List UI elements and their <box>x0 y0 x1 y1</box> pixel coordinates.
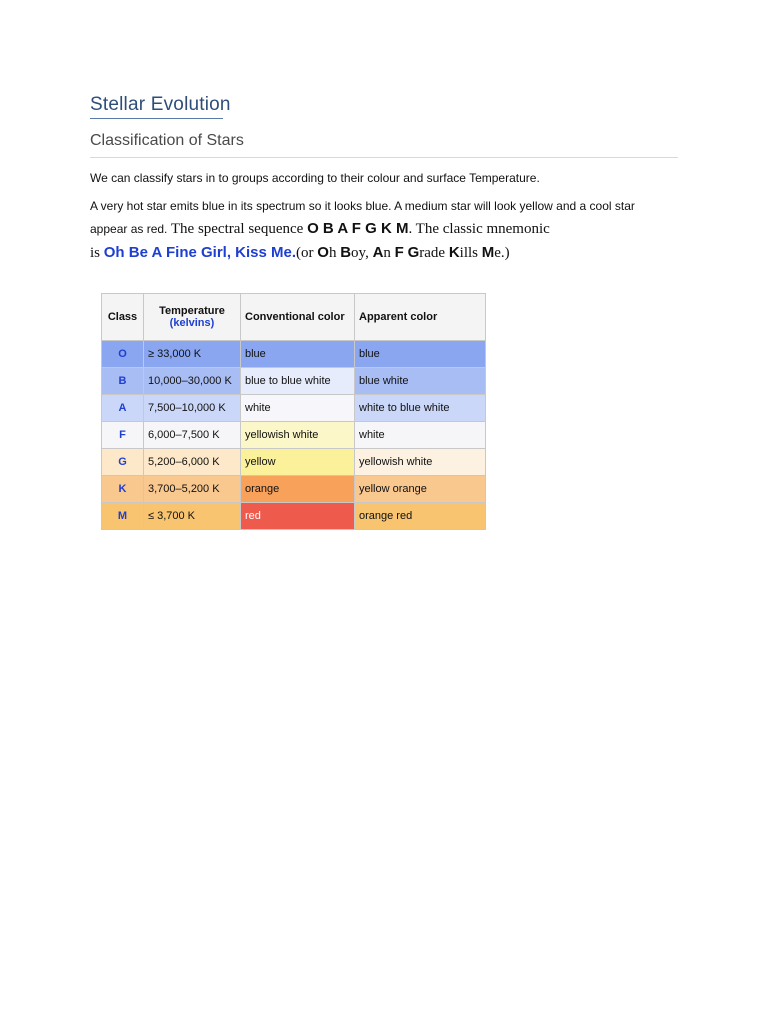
page-title: Stellar Evolution <box>90 94 231 115</box>
cell-class: B <box>102 368 144 395</box>
mnemonic-phrase: Oh Be A Fine Girl, Kiss Me. <box>103 244 297 261</box>
cell-temperature: 10,000–30,000 K <box>144 368 241 395</box>
alt-mnemonic-letter: K <box>448 244 460 261</box>
stellar-classification-table <box>101 293 486 530</box>
cell-apparent-color: blue <box>355 341 486 368</box>
header-class: Class <box>102 294 144 341</box>
cell-apparent-color: blue white <box>355 368 486 395</box>
cell-class: F <box>102 422 144 449</box>
sequence-pre-text: The spectral sequence <box>167 221 308 237</box>
table-row <box>102 422 486 449</box>
header-apparent-color: Apparent color <box>355 294 486 341</box>
mnemonic-pre-text: is <box>90 245 104 261</box>
cell-apparent-color: white to blue white <box>355 395 486 422</box>
paragraph-mnemonic <box>90 244 510 262</box>
alt-mnemonic-word: rade <box>419 245 449 261</box>
header-conventional-color: Conventional color <box>241 294 355 341</box>
alt-mnemonic-letter: F <box>394 244 404 261</box>
section-subtitle: Classification of Stars <box>90 132 244 149</box>
table-header-row <box>102 294 486 341</box>
cell-apparent-color: yellowish white <box>355 449 486 476</box>
table-row <box>102 449 486 476</box>
paragraph-colour: A very hot star emits blue in its spectrum so it looks blue. A medium star will look yellow and a cool star <box>90 199 635 213</box>
alt-mnemonic-word: n <box>383 245 395 261</box>
cell-class: K <box>102 476 144 503</box>
cell-conventional-color: white <box>241 395 355 422</box>
alt-mnemonic-word: ills <box>459 245 482 261</box>
spectral-sequence: O B A F G K M <box>307 220 409 237</box>
table-row <box>102 368 486 395</box>
cell-class: A <box>102 395 144 422</box>
alt-mnemonic-word: e.) <box>494 245 510 261</box>
cell-temperature: ≤ 3,700 K <box>144 503 241 530</box>
header-temperature <box>144 294 241 341</box>
cell-temperature: 7,500–10,000 K <box>144 395 241 422</box>
cell-class: M <box>102 503 144 530</box>
cell-apparent-color: yellow orange <box>355 476 486 503</box>
alt-mnemonic-open: (or <box>296 245 318 261</box>
table-row <box>102 395 486 422</box>
cell-conventional-color: blue <box>241 341 355 368</box>
alt-mnemonic-letter: O <box>317 244 329 261</box>
cell-class: O <box>102 341 144 368</box>
header-temperature-label: Temperature <box>159 305 225 317</box>
cell-conventional-color: red <box>241 503 355 530</box>
alt-mnemonic-word: h <box>328 245 341 261</box>
paragraph-sequence <box>90 220 550 238</box>
sequence-post-text: . The classic mnemonic <box>408 221 550 237</box>
table-row <box>102 476 486 503</box>
alt-mnemonic-letter: G <box>407 244 420 261</box>
alt-mnemonic-letter: M <box>481 244 495 261</box>
cell-temperature: 3,700–5,200 K <box>144 476 241 503</box>
alt-mnemonic-letter: B <box>340 244 352 261</box>
cell-conventional-color: orange <box>241 476 355 503</box>
cell-temperature: 5,200–6,000 K <box>144 449 241 476</box>
title-underline <box>90 118 223 119</box>
alt-mnemonic-letter: A <box>372 244 384 261</box>
table-row <box>102 503 486 530</box>
kelvins-link[interactable]: (kelvins) <box>169 317 215 329</box>
table-row <box>102 341 486 368</box>
subtitle-divider <box>90 157 678 158</box>
cell-apparent-color: orange red <box>355 503 486 530</box>
sequence-lead-text: appear as red. <box>90 222 168 236</box>
cell-conventional-color: blue to blue white <box>241 368 355 395</box>
cell-temperature: 6,000–7,500 K <box>144 422 241 449</box>
table-body <box>102 341 486 530</box>
alt-mnemonic-word: oy, <box>351 245 373 261</box>
paragraph-intro: We can classify stars in to groups according to their colour and surface Temperature. <box>90 171 540 185</box>
cell-apparent-color: white <box>355 422 486 449</box>
cell-temperature: ≥ 33,000 K <box>144 341 241 368</box>
cell-conventional-color: yellowish white <box>241 422 355 449</box>
cell-conventional-color: yellow <box>241 449 355 476</box>
cell-class: G <box>102 449 144 476</box>
